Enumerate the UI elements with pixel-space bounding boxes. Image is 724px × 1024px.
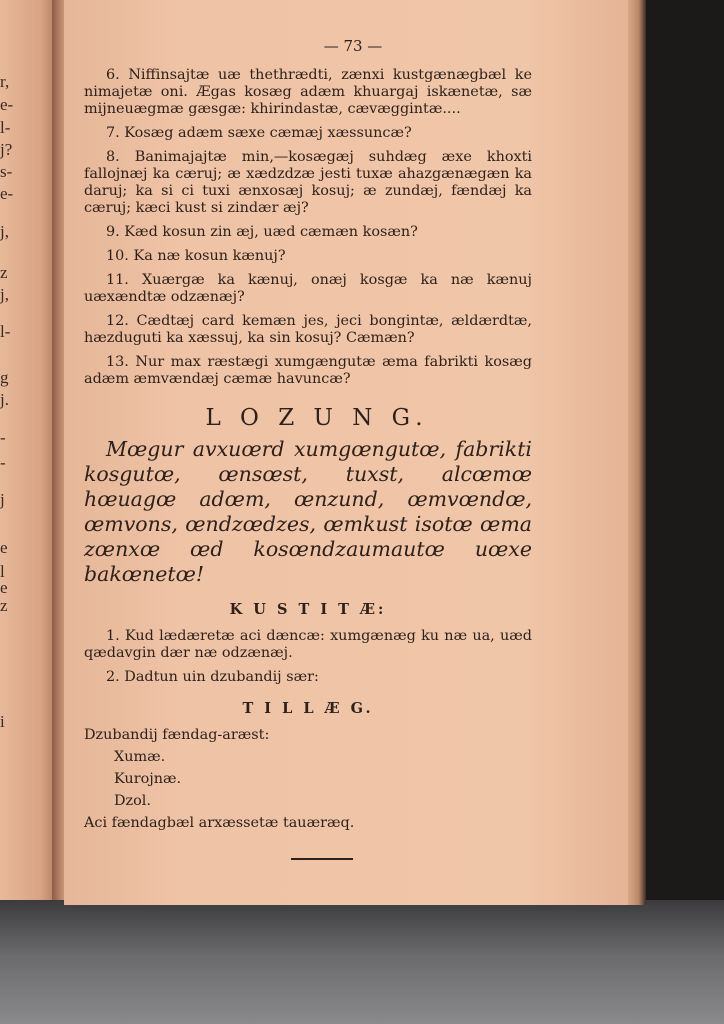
left-page-fragment: - [0, 453, 6, 472]
tillaeg-item-2: Kurojnæ. [114, 771, 182, 787]
tillaeg-item-3: Dzol. [114, 793, 151, 809]
question-11: 11. Xuærgæ ka kænuj, onæj kosgæ ka næ kænuj uæxændtæ odzænæj? [84, 272, 532, 305]
left-page-fragment: l- [0, 322, 11, 341]
left-page-fragment: r, [0, 72, 10, 91]
question-9: 9. Kæd kosun zin æj, uæd cæmæn kosæn? [106, 224, 418, 240]
left-page-fragment: e [0, 538, 8, 557]
table-surface [0, 900, 724, 1024]
left-page-fragment: - [0, 428, 6, 447]
question-6: 6. Niffinsajtæ uæ thethrædti, zænxi kustgænægbæl ke nimajetæ oni. Ægas kosæg adæm khuargaj iskænetæ, sæ mijneuægmæ gæsgæ: khirindastæ, cævæggintæ.... [84, 67, 532, 117]
left-page-fragment: z [0, 596, 8, 615]
left-page-edge [0, 0, 58, 900]
question-12: 12. Cædtæj card kemæn jes, jeci bongintæ, ældærdtæ, hæzduguti ka xæssuj, ka sin kosuj? Cæmæn? [84, 313, 532, 346]
tillaeg-heading: T I L L Æ G. [242, 700, 374, 717]
closing-rule [291, 858, 353, 860]
left-page-fragment: j? [0, 140, 13, 159]
left-page-fragment: g [0, 368, 9, 387]
left-page-fragment: l [0, 562, 5, 581]
tillaeg-intro: Dzubandij fændag-aræst: [84, 727, 270, 743]
page-number: — 73 — [323, 37, 383, 55]
page-content [84, 38, 532, 860]
kustitae-item-2: 2. Dadtun uin dzubandij sær: [106, 669, 319, 685]
question-13: 13. Nur max ræstægi xumgængutæ æma fabrikti kosæg adæm æmvændæj cæmæ havuncæ? [84, 354, 532, 387]
question-10: 10. Ka næ kosun kænuj? [106, 248, 286, 264]
question-8: 8. Banimajajtæ min,—kosægæj suhdæg æxe khoxti fallojnæj ka cæruj; æ xædzdzæ jesti tuxæ ahazgænægæn ka daruj; ka si ci tuxi ænxosæj kosuj; æ zundæj, fændæj ka cæruj; kæci kust si zindær æj? [84, 149, 532, 216]
lozung-heading: L O Z U N G. [205, 405, 429, 431]
lozung-text: Mœgur avxuœrd xumgœngutœ, fabrikti kosgutœ, œnsœst, tuxst, alcœmœ hœuagœ adœm, œnzund, œmvœndœ, œmvons, œndzœdzes, œmkust isotœ œma zœnxœ œd kosœndzaumautœ uœxe bakœnetœ! [84, 437, 532, 586]
left-page-fragment: z [0, 263, 8, 282]
left-page-fragment: j, [0, 222, 9, 241]
left-page-fragment: j, [0, 285, 9, 304]
left-page-fragment: j. [0, 390, 9, 409]
left-page-fragment: e- [0, 184, 14, 203]
questions-list [84, 67, 532, 388]
left-page-fragment: i [0, 712, 5, 731]
question-7: 7. Kosæg adæm sæxe cæmæj xæssuncæ? [106, 125, 412, 141]
kustitae-item-1: 1. Kud lædæretæ aci dæncæ: xumgænæg ku næ ua, uæd qædavgin dær næ odzænæj. [84, 628, 532, 661]
kustitae-heading: K U S T I T Æ: [229, 601, 387, 618]
tillaeg-closing: Aci fændagbæl arxæssetæ tauæræq. [84, 815, 355, 831]
left-page-fragment: j [0, 490, 5, 509]
left-page-fragment: e- [0, 95, 14, 114]
page-edge-shadow [628, 0, 646, 905]
tillaeg-item-1: Xumæ. [114, 749, 166, 765]
left-page-fragment: l- [0, 118, 11, 137]
book-page [64, 0, 640, 905]
left-page-fragment: s- [0, 162, 13, 181]
left-page-fragment: e [0, 578, 8, 597]
